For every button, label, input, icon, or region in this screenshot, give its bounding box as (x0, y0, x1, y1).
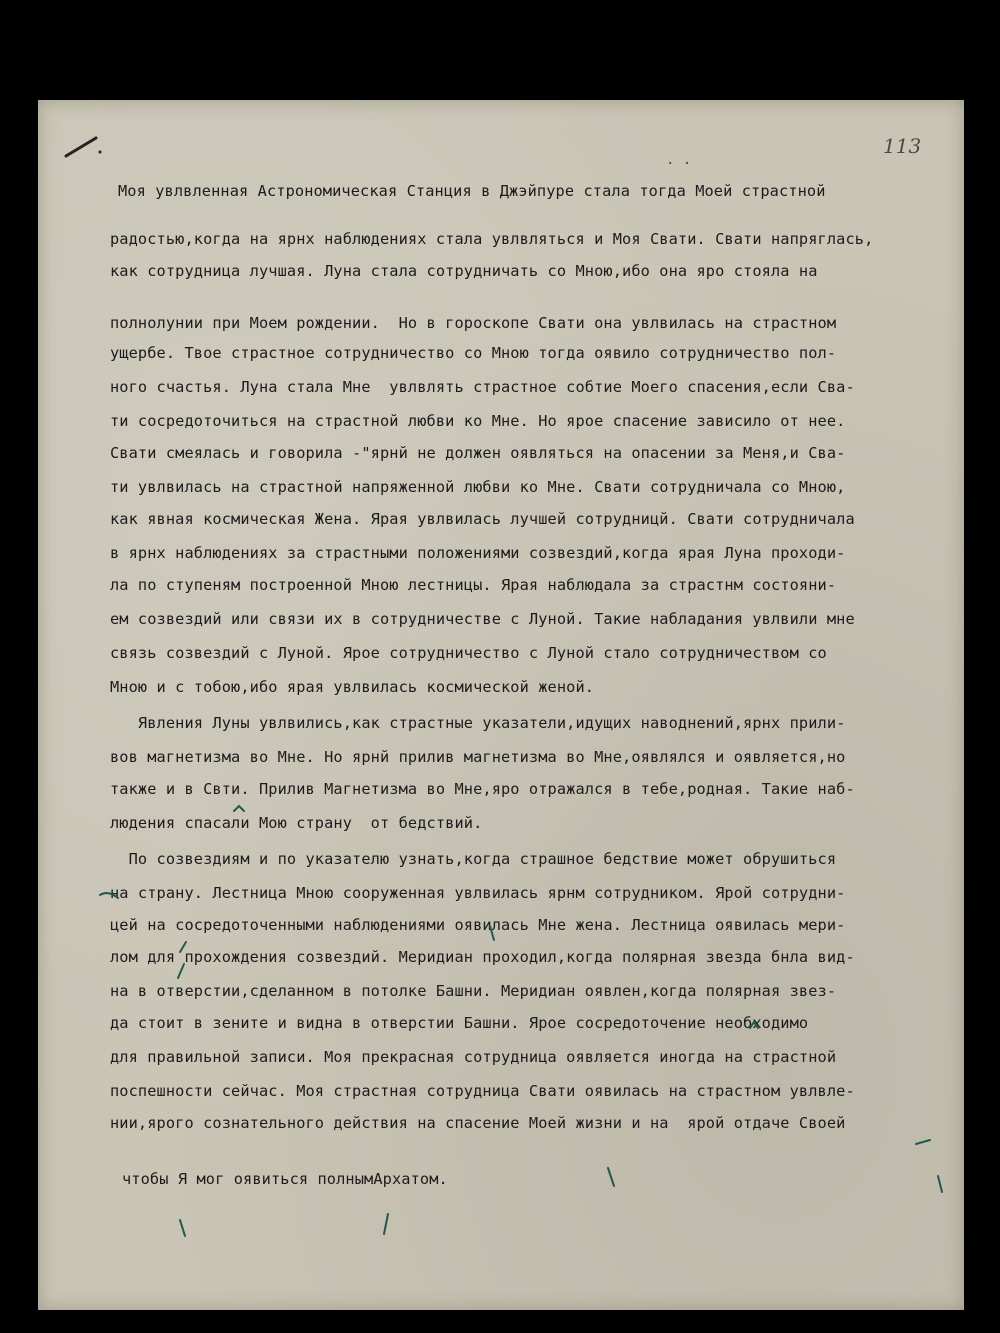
text-line: связь созвездий с Луной. Ярое сотрудничество с Луной стало сотрудничеством со (110, 644, 827, 662)
text-line: как явная космическая Жена. Ярая увлвилась лучшей сотрудницй. Свати сотрудничала (110, 510, 855, 528)
text-line: на в отверстии,сделанном в потолке Башни. Меридиан оявлен,когда полярная звез- (110, 982, 837, 1000)
text-line: ем созвездий или связи их в сотрудничестве с Луной. Такие набладания увлвили мне (110, 610, 855, 628)
text-line: Явления Луны увлвились,как страстные указатели,идущих наводнений,ярнх прили- (110, 714, 846, 732)
text-line: на страну. Лестница Мною сооруженная увлвилась ярнм сотрудником. Ярой сотрудни- (110, 884, 846, 902)
text-line: для правильной записи. Моя прекрасная сотрудница оявляется иногда на страстной (110, 1048, 837, 1066)
text-line: также и в Свти. Прилив Магнетизма во Мне,яро отражался в тебе,родная. Такие наб- (110, 780, 855, 798)
text-line: вов магнетизма во Мне. Но ярнй прилив магнетизма во Мне,оявлялся и оявляется,но (110, 748, 846, 766)
text-line: в ярнх наблюдениях за страстными положениями созвездий,когда ярая Луна проходи- (110, 544, 846, 562)
text-line: радостью,когда на ярнх наблюдениях стала увлвляться и Моя Свати. Свати напряглась, (110, 230, 874, 248)
text-line: чтобы Я мог оявиться полнымАрхатом. (122, 1170, 448, 1188)
text-line: ного счастья. Луна стала Мне увлвлять страстное собтие Моего спасения,если Сва- (110, 378, 855, 396)
text-line: ти увлвилась на страстной напряженной любви ко Мне. Свати сотрудничала со Мною, (110, 478, 846, 496)
text-line: да стоит в зените и видна в отверстии Башни. Ярое сосредоточение необходимо (110, 1014, 809, 1032)
text-line: ущербе. Твое страстное сотрудничество со Мною тогда оявило сотрудничество пол- (110, 344, 837, 362)
text-line: ти сосредоточиться на страстной любви ко Мне. Но ярое спасение зависило от нее. (110, 412, 846, 430)
text-line: цей на сосредоточенными наблюдениями оявилась Мне жена. Лестница оявилась мери- (110, 916, 846, 934)
page-number: 113 (883, 134, 922, 158)
header-marks: . . (666, 152, 692, 168)
text-line: людения спасали Мою страну от бедствий. (110, 814, 483, 832)
document-page (38, 100, 964, 1310)
text-line: как сотрудница лучшая. Луна стала сотрудничать со Мною,ибо она яро стояла на (110, 262, 818, 280)
text-line: лом для прохождения созвездий. Меридиан проходил,когда полярная звезда бнла вид- (110, 948, 855, 966)
text-line: Мною и с тобою,ибо ярая увлвилась космической женой. (110, 678, 595, 696)
text-line: Моя увлвленная Астрономическая Станция в Джэйпуре стала тогда Моей страстной (118, 182, 826, 200)
text-line: ла по ступеням построенной Мною лестницы. Ярая наблюдала за страстнм состояни- (110, 576, 837, 594)
text-line: поспешности сейчас. Моя страстная сотрудница Свати оявилась на страстном увлвле- (110, 1082, 855, 1100)
handwritten-annotations (38, 100, 964, 1310)
text-line: полнолунии при Моем рождении. Но в гороскопе Свати она увлвилась на страстном (110, 314, 837, 332)
text-line: По созвездиям и по указателю узнать,когда страшное бедствие может обрушиться (110, 850, 837, 868)
text-line: нии,ярого сознательного действия на спасение Моей жизни и на ярой отдаче Своей (110, 1114, 846, 1132)
text-line: Свати смеялась и говорила -"ярнй не должен оявляться на опасении за Меня,и Сва- (110, 444, 846, 462)
